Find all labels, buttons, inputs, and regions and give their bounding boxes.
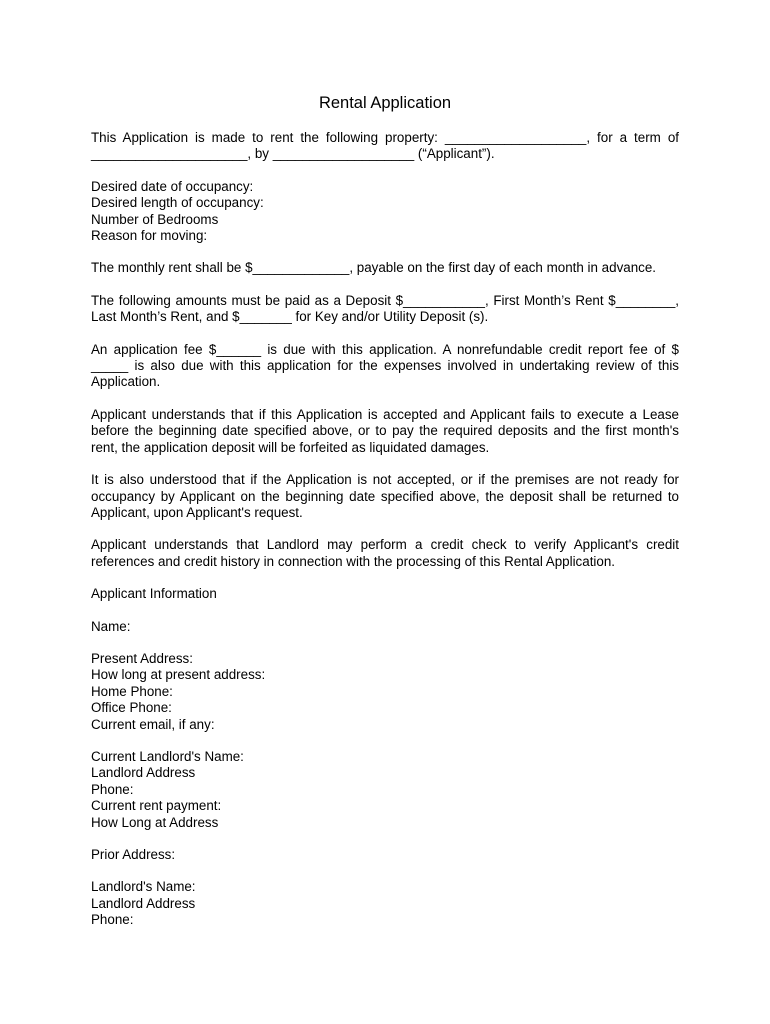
application-fee-paragraph: An application fee $______ is due with this application. A nonrefundable credit report fee of $ _____ is also due with this application for the expenses involved in undertaking review of this Application. (91, 341, 679, 390)
how-long-present-label: How long at present address: (91, 667, 266, 683)
prior-landlord-address-label: Landlord Address (91, 895, 196, 911)
present-address-label: Present Address: (91, 650, 193, 666)
present-address-fields (91, 651, 679, 733)
monthly-rent-paragraph: The monthly rent shall be $_____________, payable on the first day of each month in advance. (91, 260, 657, 276)
current-landlord-name-label: Current Landlord's Name: (91, 748, 244, 764)
page-title: Rental Application (318, 94, 452, 112)
reason-moving-label: Reason for moving: (91, 228, 208, 244)
desired-length-label: Desired length of occupancy: (91, 195, 264, 211)
prior-landlord-phone-label: Phone: (91, 912, 134, 928)
deposits-paragraph: The following amounts must be paid as a Deposit $___________, First Month’s Rent $________, Last Month’s Rent, and $_______ for Key and/or Utility Deposit (s). (91, 292, 679, 325)
current-landlord-fields (91, 749, 679, 831)
bedrooms-label: Number of Bedrooms (91, 211, 219, 227)
home-phone-label: Home Phone: (91, 683, 173, 699)
office-phone-label: Office Phone: (91, 700, 172, 716)
lease-failure-paragraph: Applicant understands that if this Application is accepted and Applicant fails to execute a Lease before the beginning date specified above, or to pay the required deposits and the first month's rent, the application deposit will be forfeited as liquidated damages. (91, 406, 679, 455)
applicant-info-section (91, 586, 679, 602)
prior-address-label: Prior Address: (91, 847, 176, 862)
document-page (91, 92, 679, 945)
current-rent-payment-label: Current rent payment: (91, 798, 222, 814)
intro-paragraph: This Application is made to rent the following property: ___________________, for a term of _____________________, by ___________________ (“Applicant”). (91, 130, 679, 162)
name-label: Name: (91, 618, 131, 634)
current-landlord-address-label: Landlord Address (91, 765, 196, 781)
prior-landlord-fields (91, 879, 679, 928)
applicant-info-heading: Applicant Information (91, 586, 217, 602)
current-landlord-phone-label: Phone: (91, 781, 134, 797)
desired-date-label: Desired date of occupancy: (91, 178, 254, 194)
current-email-label: Current email, if any: (91, 716, 215, 732)
how-long-address-label: How Long at Address (91, 814, 219, 830)
prior-address-section (91, 847, 679, 863)
prior-landlord-name-label: Landlord's Name: (91, 879, 196, 895)
occupancy-fields (91, 179, 679, 245)
not-accepted-paragraph: It is also understood that if the Application is not accepted, or if the premises are not ready for occupancy by Applicant on the beginning date specified above, the deposit shall be returned to Applicant, upon Applicant's request. (91, 472, 679, 520)
credit-check-paragraph: Applicant understands that Landlord may perform a credit check to verify Applicant's credit references and credit history in connection with the processing of this Rental Application. (91, 537, 679, 569)
name-section (91, 619, 679, 635)
